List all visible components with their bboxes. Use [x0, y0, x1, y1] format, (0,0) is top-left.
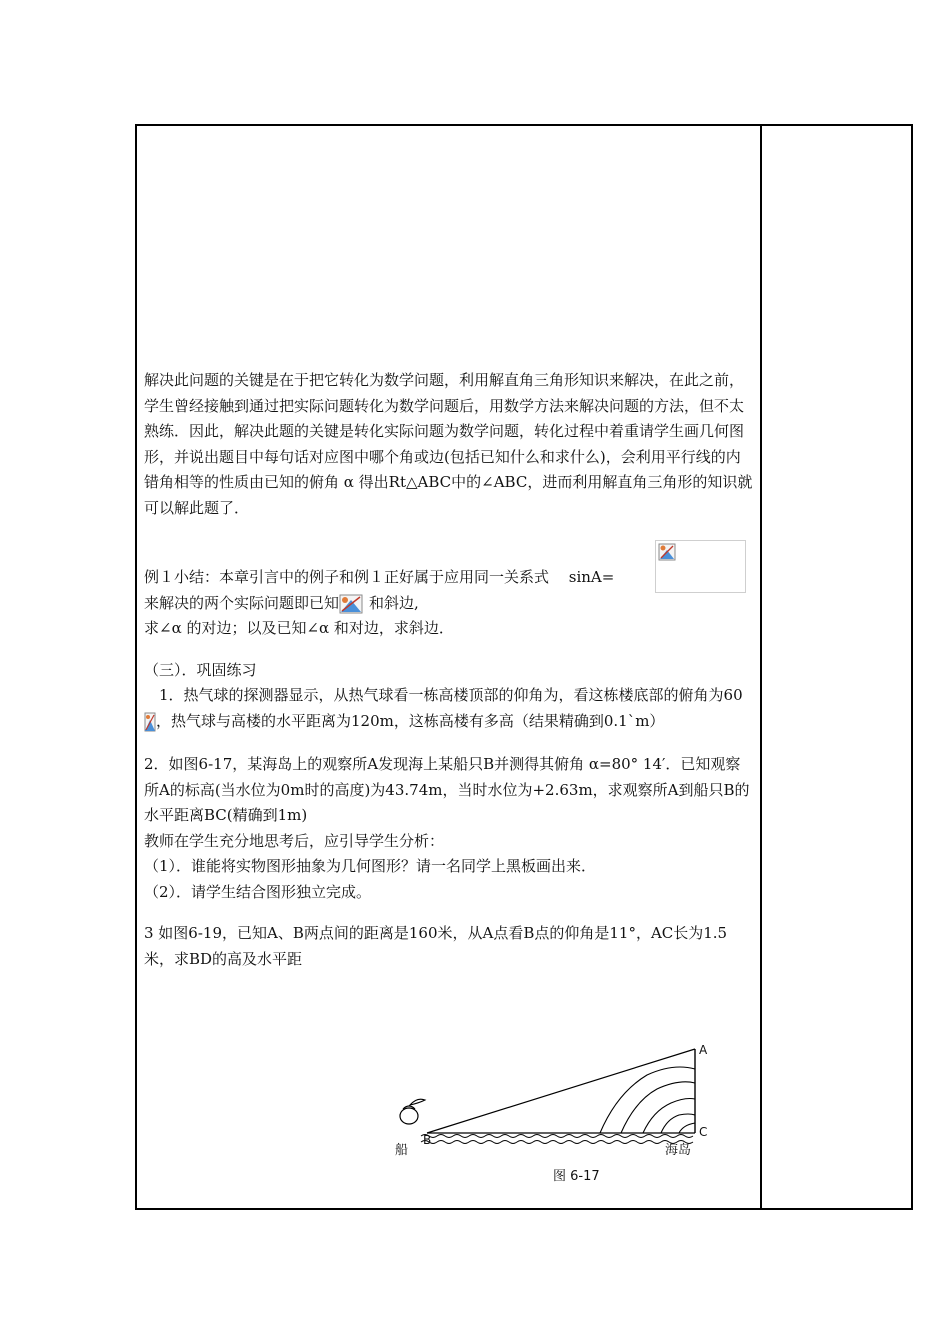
section-heading: （三）．巩固练习: [144, 660, 257, 679]
exercise-1-text-b: ，热气球与高楼的水平距离为120m，这栋高楼有多高（结果精确到0.1`m）: [156, 711, 665, 730]
lesson-content: [144, 368, 754, 972]
summary-line-1: 例１小结：本章引言中的例子和例１正好属于应用同一关系式 sinA=: [144, 568, 615, 586]
teacher-note: 教师在学生充分地思考后，应引导学生分析：: [144, 831, 445, 850]
broken-image-icon: [339, 594, 363, 614]
label-c: C: [699, 1125, 708, 1139]
analysis-paragraph: 解决此问题的关键是在于把它转化为数学问题，利用解直角三角形知识来解决，在此之前，学生曾经接触到通过把实际问题转化为数学问题后，用数学方法来解决问题的方法，但不太熟练．因此，解决此题的关键是转化实际问题为数学问题，转化过程中着重请学生画几何图形，并说出题目中每句话对应图中哪个角或边(包括已知什么和求什么)，会利用平行线的内错角相等的性质由已知的俯角 α 得出Rt△ABC中的∠ABC，进而利用解直角三角形的知识就可以解此题了．: [144, 371, 753, 517]
label-island: 海岛: [665, 1143, 692, 1158]
ship-icon: [400, 1099, 425, 1124]
figure-caption: 图 6-17: [553, 1169, 600, 1184]
broken-image-icon: [144, 712, 156, 732]
line-ba: [427, 1049, 695, 1133]
exercise-3: 3 如图6-19，已知A、B两点间的距离是160米，从A点看B点的仰角是11°，AC长为1.5米，求BD的高及水平距: [144, 924, 728, 968]
island-contours: [600, 1067, 695, 1133]
summary-line-3: 求∠α 的对边；以及已知∠α 和对边，求斜边．: [144, 619, 454, 637]
summary-line-2: [144, 591, 754, 617]
figure-6-17: [395, 1045, 725, 1195]
column-divider: [760, 124, 762, 1210]
label-b: B: [423, 1133, 432, 1147]
water-line-2: [421, 1141, 693, 1144]
summary-text-b: 和斜边,: [369, 593, 419, 612]
summary-text-a: 来解决的两个实际问题即已知: [144, 593, 340, 612]
step-1: （1）．谁能将实物图形抽象为几何图形？请一名同学上黑板画出来．: [144, 857, 597, 875]
exercise-2: 2．如图6-17，某海岛上的观察所A发现海上某船只B并测得其俯角 α=80° 14′．已知观察所A的标高(当水位为0m时的高度)为43.74m，当时水位为+2.63m，求观察所A到船只B的水平距离BC(精确到1m): [144, 755, 750, 824]
exercise-1-text-a: 1．热气球的探测器显示，从热气球看一栋高楼顶部的仰角为，看这栋楼底部的俯角为60: [144, 686, 743, 704]
label-ship: 船: [395, 1143, 409, 1158]
label-a: A: [699, 1043, 708, 1057]
water-line-1: [421, 1135, 693, 1138]
exercise-1: [144, 683, 754, 734]
step-2: （2）．请学生结合图形独立完成。: [144, 882, 372, 901]
